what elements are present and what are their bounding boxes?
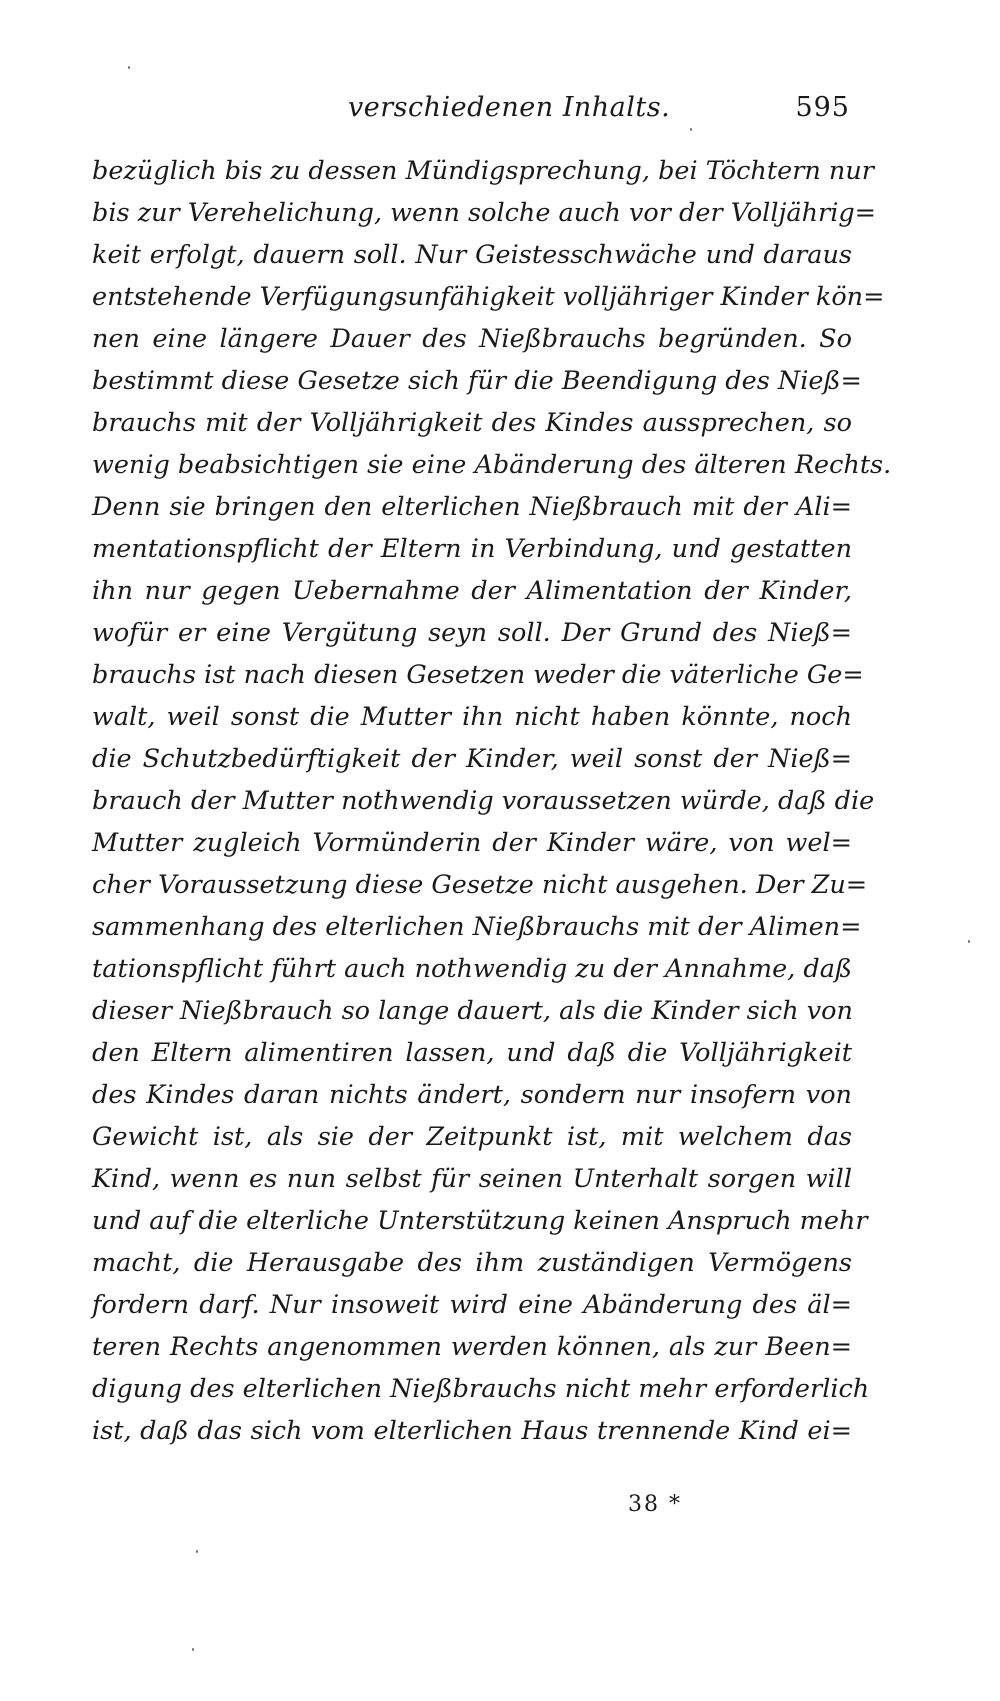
text-line: Denn sie bringen den elterlichen Nießbrauch mit der Ali= [92,492,852,522]
text-line: und auf die elterliche Unterstützung keinen Anspruch mehr [92,1206,868,1236]
text-line: ihn nur gegen Uebernahme der Alimentation der Kinder, [92,576,852,606]
running-title: verschiedenen Inhalts. [348,92,671,123]
text-line: bezüglich bis zu dessen Mündigsprechung, bei Töchtern nur [92,156,874,186]
text-line: cher Voraussetzung diese Gesetze nicht ausgehen. Der Zu= [92,870,868,900]
body-text [92,150,892,1452]
text-line: dieser Nießbrauch so lange dauert, als die Kinder sich von [92,996,853,1026]
text-line: bis zur Verehelichung, wenn solche auch vor der Volljährig= [92,198,877,228]
text-line: teren Rechts angenommen werden können, als zur Been= [92,1332,852,1362]
text-line: entstehende Verfügungsunfähigkeit volljähriger Kinder kön= [92,282,885,312]
text-line: brauchs ist nach diesen Gesetzen weder die väterliche Ge= [92,660,864,690]
text-line: walt, weil sonst die Mutter ihn nicht haben könnte, noch [92,702,852,732]
text-line: wenig beabsichtigen sie eine Abänderung des älteren Rechts. [92,450,892,480]
text-line: mentationspflicht der Eltern in Verbindung, und gestatten [92,534,852,564]
page-number: 595 [795,92,850,123]
text-line: macht, die Herausgabe des ihm zuständigen Vermögens [92,1248,852,1278]
text-line: Mutter zugleich Vormünderin der Kinder wäre, von wel= [92,828,852,858]
text-line: brauchs mit der Volljährigkeit des Kindes aussprechen, so [92,408,852,438]
signature-mark: 38 * [628,1492,682,1517]
text-line: bestimmt diese Gesetze sich für die Beendigung des Nieß= [92,366,862,396]
paper-speck [690,128,692,131]
text-line: wofür er eine Vergütung seyn soll. Der Grund des Nieß= [92,618,852,648]
paper-speck [196,1550,198,1553]
text-line: tationspflicht führt auch nothwendig zu der Annahme, daß [92,954,852,984]
text-line: fordern darf. Nur insoweit wird eine Abänderung des äl= [92,1290,852,1320]
text-line: digung des elterlichen Nießbrauchs nicht mehr erforderlich [92,1374,870,1404]
text-line: brauch der Mutter nothwendig voraussetzen würde, daß die [92,786,875,816]
text-line: Gewicht ist, als sie der Zeitpunkt ist, mit welchem das [92,1122,852,1152]
text-line: Kind, wenn es nun selbst für seinen Unterhalt sorgen will [92,1164,852,1194]
text-line: sammenhang des elterlichen Nießbrauchs mit der Alimen= [92,912,862,942]
text-line: den Eltern alimentiren lassen, und daß die Volljährigkeit [92,1038,852,1068]
text-line: nen eine längere Dauer des Nießbrauchs begründen. So [92,324,852,354]
text-line: die Schutzbedürftigkeit der Kinder, weil sonst der Nieß= [92,744,852,774]
text-line: ist, daß das sich vom elterlichen Haus trennende Kind ei= [92,1416,852,1446]
running-head [90,92,850,132]
paper-speck [128,66,130,69]
paper-speck [968,940,970,943]
text-line: des Kindes daran nichts ändert, sondern nur insofern von [92,1080,852,1110]
paper-speck [192,1648,194,1651]
text-line: keit erfolgt, dauern soll. Nur Geistesschwäche und daraus [92,240,852,270]
